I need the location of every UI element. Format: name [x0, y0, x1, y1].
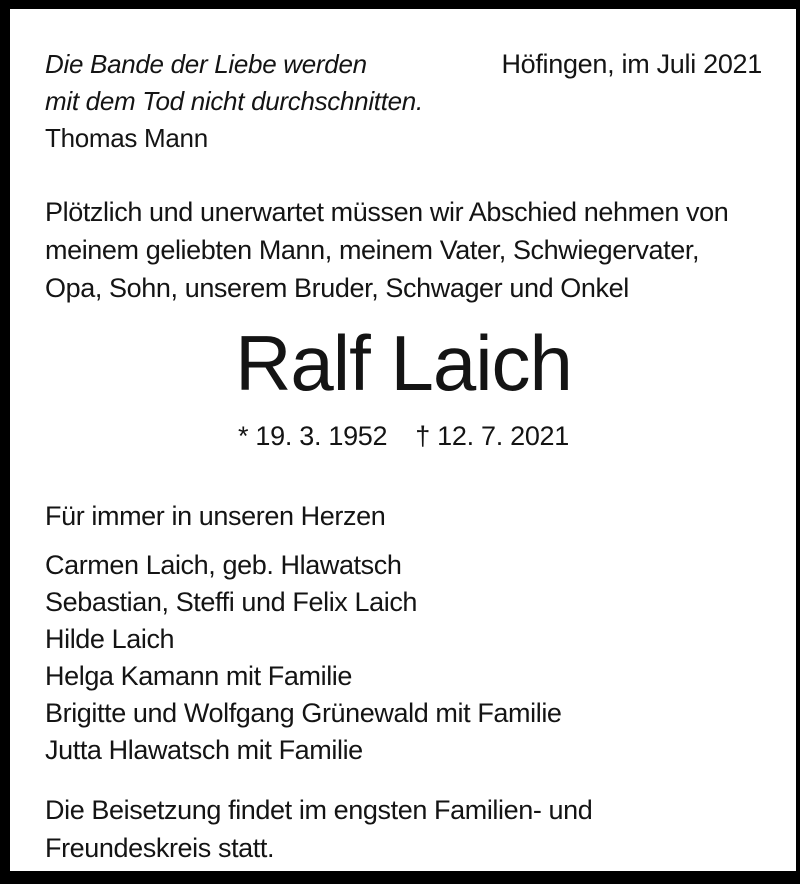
quote-author: Thomas Mann: [45, 123, 208, 153]
deceased-name: Ralf Laich: [235, 319, 572, 407]
remembrance-line: Für immer in unseren Herzen: [45, 501, 386, 531]
death-date: † 12. 7. 2021: [415, 421, 569, 451]
funeral-note-line-2: Freundeskreis statt.: [45, 833, 275, 863]
quote-line-1: Die Bande der Liebe werden: [45, 49, 367, 79]
intro-line-1: Plötzlich und unerwartet müssen wir Abschied nehmen von: [45, 197, 729, 227]
mourner-line: Brigitte und Wolfgang Grünewald mit Familie: [45, 698, 562, 728]
intro-line-2: meinem geliebten Mann, meinem Vater, Schwiegervater,: [45, 235, 700, 265]
epigraph-quote: [45, 46, 423, 157]
mourner-line: Jutta Hlawatsch mit Familie: [45, 735, 363, 765]
mourners-list: [45, 547, 762, 769]
quote-line-2: mit dem Tod nicht durchschnitten.: [45, 86, 423, 116]
announcement-intro: [45, 193, 762, 307]
mourner-line: Helga Kamann mit Familie: [45, 661, 353, 691]
mourner-line: Carmen Laich, geb. Hlawatsch: [45, 550, 402, 580]
intro-line-3: Opa, Sohn, unserem Bruder, Schwager und Onkel: [45, 273, 629, 303]
funeral-note-line-1: Die Beisetzung findet im engsten Familien- und: [45, 795, 593, 825]
funeral-note: [45, 791, 762, 867]
life-dates: [45, 419, 762, 453]
place-dateline: Höfingen, im Juli 2021: [501, 49, 762, 79]
mourner-line: Hilde Laich: [45, 624, 175, 654]
notice-header: [45, 46, 762, 157]
birth-date: * 19. 3. 1952: [238, 421, 388, 451]
mourner-line: Sebastian, Steffi und Felix Laich: [45, 587, 418, 617]
